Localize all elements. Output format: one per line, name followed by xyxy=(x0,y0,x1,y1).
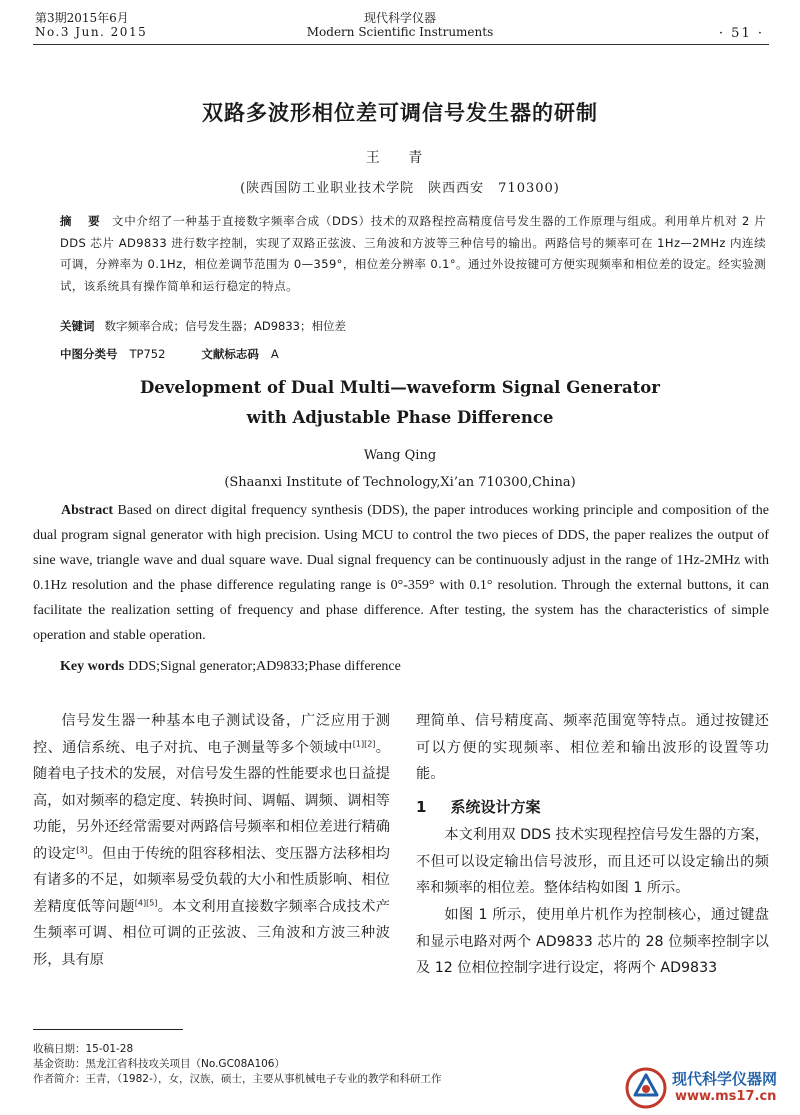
citation: [1][2] xyxy=(352,738,376,748)
doc-code-value: A xyxy=(270,347,279,361)
abstract-cn xyxy=(60,211,766,297)
keywords-en xyxy=(60,659,401,675)
body-right-paragraph-1: 理简单、信号精度高、频率范围宽等特点。通过按键还可以方便的实现频率、相位差和输出波形的设置等功能。 xyxy=(416,713,769,782)
section-heading xyxy=(416,796,540,817)
paper-title-en-line2: with Adjustable Phase Difference xyxy=(246,408,554,427)
footnote-author-bio: 作者简介：王青，（1982-），女，汉族，硕士，主要从事机械电子专业的教学和科研工作 xyxy=(33,1073,442,1085)
abstract-en-text: Based on direct digital frequency synthesis (DDS), the paper introduces working principle and composition of the dual program signal generator with high precision. Using MCU to control the two pieces of DDS, the paper realizes the output of sine wave, triangle wave and dual square wave. Dual signal frequency can be continuously adjust in the range of 1Hz-2MHz with 0.1Hz resolution and the phase difference regulating range is 0°-359° with 0.1° resolution. Through the external buttons, it can facilitate the realization setting of frequency and phase difference. After testing, the system has the characteristics of simple operation and stable operation. xyxy=(33,503,770,643)
paper-title-en-line1: Development of Dual Multi—waveform Signal Generator xyxy=(140,378,660,397)
footnote-received: 收稿日期：15-01-28 xyxy=(33,1043,134,1055)
journal-name xyxy=(0,11,800,39)
abstract-cn-text: 文中介绍了一种基于直接数字频率合成（DDS）技术的双路程控高精度信号发生器的工作原理与组成。利用单片机对 2 片 DDS 芯片 AD9833 进行数字控制，实现了双路正弦波、三角波和方波等三种信号的输出。两路信号的频率可在 1Hz—2MHz 内连续可调，分辨率为 0.1Hz，相位差调节范围为 0—359°，相位差分辨率 0.1°。通过外设按键可方便实现频率和相位差的设定。经实验测试，该系统具有操作简单和运行稳定的特点。 xyxy=(60,214,766,293)
footnote-divider xyxy=(33,1029,183,1030)
keywords-en-label: Key words xyxy=(60,659,125,674)
affiliation-cn: (陕西国防工业职业技术学院 陕西西安 710300) xyxy=(240,181,560,196)
abstract-en xyxy=(33,498,769,648)
section-number: 1 xyxy=(416,798,427,816)
journal-name-cn: 现代科学仪器 xyxy=(363,11,436,25)
keywords-en-text: DDS;Signal generator;AD9833;Phase difference xyxy=(128,659,401,674)
issue-cn: 第3期2015年6月 xyxy=(35,11,129,25)
affiliation-en: (Shaanxi Institute of Technology,Xi’an 710300,China) xyxy=(224,475,576,490)
body-right-paragraph-3: 如图 1 所示，使用单片机作为控制核心，通过键盘和显示电路对两个 AD9833 芯片的 28 位频率控制字以及 12 位相位控制字进行设定，将两个 AD9833 xyxy=(416,907,769,976)
journal-name-en: Modern Scientific Instruments xyxy=(306,25,494,39)
footnote-fund: 基金资助：黑龙江省科技攻关项目（No.GC08A106） xyxy=(33,1058,285,1070)
doc-code-label: 文献标志码 xyxy=(201,347,259,361)
paper-title-en xyxy=(0,373,800,433)
paper-title-cn: 双路多波形相位差可调信号发生器的研制 xyxy=(202,100,598,125)
body-text: 。本文利用直接数字频率合成技术产生频率可调、相位可调的正弦波、三角波和方波三种波形，具有原 xyxy=(33,898,390,968)
classification xyxy=(60,346,279,362)
author-cn: 王 青 xyxy=(365,150,435,166)
body-left-column xyxy=(33,708,390,973)
watermark-url: www.ms17.cn xyxy=(675,1089,777,1104)
citation: [3] xyxy=(76,844,88,854)
site-watermark xyxy=(625,1065,795,1111)
abstract-en-label: Abstract xyxy=(61,503,114,518)
body-text: 信号发生器一种基本电子测试设备，广泛应用于测控、通信系统、电子对抗、电子测量等多个领域中 xyxy=(33,713,390,756)
author-en: Wang Qing xyxy=(363,448,437,463)
keywords-cn xyxy=(60,318,346,334)
section-title: 系统设计方案 xyxy=(450,798,541,816)
keywords-cn-label: 关键词 xyxy=(60,319,95,333)
keywords-cn-text: 数字频率合成；信号发生器；AD9833；相位差 xyxy=(104,319,346,333)
citation: [4][5] xyxy=(134,897,158,907)
site-logo-icon xyxy=(625,1067,667,1109)
issue-en: No.3 Jun. 2015 xyxy=(35,25,148,39)
page-number: · 51 · xyxy=(718,26,764,41)
clc-value: TP752 xyxy=(129,347,166,361)
clc-label: 中图分类号 xyxy=(60,347,118,361)
abstract-cn-label: 摘 要 xyxy=(60,214,106,228)
body-text: 。但由于传统的阻容移相法、变压器方法移相均有诸多的不足，如频率易受负载的大小和性质影响、相位差精度低等问题 xyxy=(33,845,390,915)
body-right-paragraph-2: 本文利用双 DDS 技术实现程控信号发生器的方案，不但可以设定输出信号波形，而且还可以设定输出的频率和频率的相位差。整体结构如图 1 所示。 xyxy=(416,827,769,896)
body-text: 。随着电子技术的发展，对信号发生器的性能要求也日益提高，如对频率的稳定度、转换时间、调幅、调频、调相等功能，另外还经常需要对两路信号频率和相位差进行精确的设定 xyxy=(33,739,390,862)
header-divider xyxy=(33,44,769,45)
watermark-name: 现代科学仪器网 xyxy=(672,1070,778,1088)
